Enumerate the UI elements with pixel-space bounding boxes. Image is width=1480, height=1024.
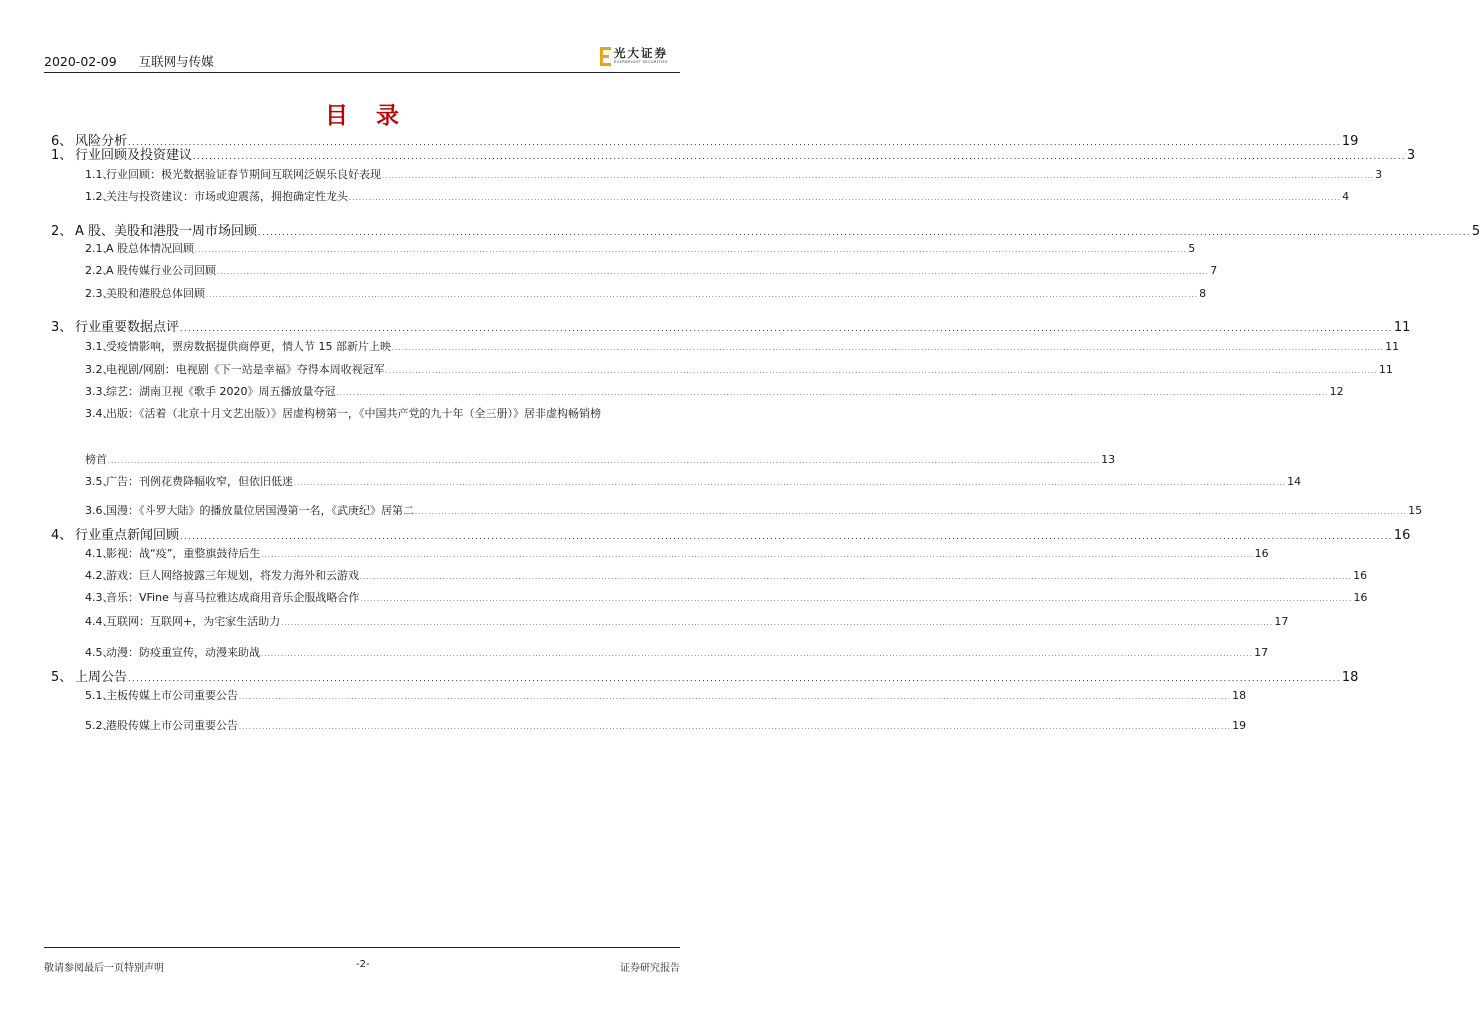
toc-entry-title-cont: 榜首 [85, 453, 107, 466]
page-number: -2- [356, 959, 370, 970]
toc-entry-page: 12 [1329, 385, 1344, 398]
toc-entry-page: 3 [1406, 148, 1416, 163]
toc-entry-page: 5 [1471, 224, 1480, 239]
toc-entry-title: 音乐：VFine 与喜马拉雅达成商用音乐企服战略合作 [106, 591, 360, 604]
dot-leader: ............................................................................................................................................................................................................................................................................................................ [382, 173, 1375, 180]
toc-entry-title: 主板传媒上市公司重要公告 [106, 689, 238, 702]
toc-entry-page: 5 [1188, 242, 1196, 255]
toc-entry[interactable] [44, 338, 1400, 358]
toc-entry-title: A 股传媒行业公司回顾 [106, 264, 217, 277]
toc-entry-title: 影视：战“疫”，重整旗鼓待后生 [106, 547, 261, 560]
dot-leader: ............................................................................................................................................................................................................................................................................................................ [258, 228, 1471, 237]
toc-entry-page: 8 [1199, 287, 1207, 300]
dot-leader: ............................................................................................................................................................................................................................................................................................................ [415, 509, 1408, 516]
toc-entry-title: 互联网：互联网+，为宅家生活助力 [106, 615, 281, 628]
toc-entry-page: 19 [1341, 134, 1359, 149]
toc-entry[interactable] [44, 687, 1247, 707]
dot-leader: ............................................................................................................................................................................................................................................................................................................ [360, 574, 1353, 581]
dot-leader: ............................................................................................................................................................................................................................................................................................................ [261, 552, 1254, 559]
toc-entry[interactable] [44, 262, 1218, 282]
toc-entry-title: A 股、美股和港股一周市场回顾 [75, 224, 258, 239]
toc-entry[interactable] [44, 166, 1383, 186]
toc-entry[interactable] [44, 524, 1411, 544]
logo-name: 光大证券 [614, 46, 668, 60]
toc-entry[interactable] [44, 567, 1368, 587]
toc-title: 目 录 [324, 102, 409, 129]
company-logo [600, 47, 668, 66]
dot-leader: ............................................................................................................................................................................................................................................................................................................ [128, 674, 1341, 683]
toc-entry-title: 港股传媒上市公司重要公告 [106, 719, 238, 732]
toc-entry[interactable] [44, 666, 1359, 686]
toc-entry-number: 6、 [51, 134, 73, 149]
toc-entry-page: 16 [1393, 528, 1411, 543]
toc-entry-number: 3.6、 [85, 504, 114, 517]
toc-entry[interactable] [44, 383, 1344, 403]
dot-leader: ............................................................................................................................................................................................................................................................................................................ [180, 532, 1393, 541]
toc-entry[interactable] [44, 361, 1393, 381]
page-header [44, 52, 214, 70]
toc-entry-title: 行业回顾及投资建议 [75, 148, 193, 163]
dot-leader: ............................................................................................................................................................................................................................................................................................................ [239, 724, 1232, 731]
toc-entry[interactable] [44, 188, 1350, 208]
toc-entry-page: 16 [1353, 569, 1368, 582]
toc-entry-number: 1.1、 [85, 168, 114, 181]
toc-entry-page: 11 [1393, 320, 1411, 335]
dot-leader: ............................................................................................................................................................................................................................................................................................................ [261, 651, 1254, 658]
toc-entry-number: 3、 [51, 320, 73, 335]
logo-mark-icon [600, 47, 611, 66]
toc-entry-title: 行业重要数据点评 [75, 320, 180, 335]
report-date: 2020-02-09 [44, 54, 117, 69]
toc-entry[interactable] [44, 316, 1411, 336]
toc-entry-page: 17 [1254, 646, 1269, 659]
toc-entry[interactable] [44, 545, 1269, 565]
toc-entry-title: 游戏：巨人网络披露三年规划，将发力海外和云游戏 [106, 569, 359, 582]
toc-entry-title: 上周公告 [75, 670, 128, 685]
toc-entry-title: 电视剧/网剧：电视剧《下一站是幸福》夺得本周收视冠军 [106, 363, 385, 376]
toc-entry-number: 2.2、 [85, 264, 114, 277]
toc-entry-number: 4、 [51, 528, 73, 543]
toc-entry-continuation[interactable] [44, 451, 1116, 471]
toc-entry-number: 2.3、 [85, 287, 114, 300]
toc-entry-title: 行业回顾：极光数据验证春节期间互联网泛娱乐良好表现 [106, 168, 381, 181]
dot-leader: ............................................................................................................................................................................................................................................................................................................ [385, 368, 1378, 375]
toc-entry-number: 2.1、 [85, 242, 114, 255]
toc-entry-number: 1、 [51, 148, 73, 163]
toc-entry[interactable] [44, 130, 1359, 150]
dot-leader: ............................................................................................................................................................................................................................................................................................................ [128, 138, 1341, 147]
toc-entry-page: 18 [1341, 670, 1359, 685]
toc-entry-title: 综艺：湖南卫视《歌手 2020》周五播放量夺冠 [106, 385, 336, 398]
footer-disclaimer: 敬请参阅最后一页特别声明 [44, 963, 164, 974]
toc-entry-number: 5、 [51, 670, 73, 685]
toc-entry-title: 行业重点新闻回顾 [75, 528, 180, 543]
toc-entry-number: 1.2、 [85, 190, 114, 203]
toc-entry-page: 13 [1101, 453, 1116, 466]
toc-entry-number: 3.1、 [85, 340, 114, 353]
toc-entry-number: 4.1、 [85, 547, 114, 560]
toc-entry-title: 美股和港股总体回顾 [106, 287, 205, 300]
toc-entry-number: 4.3、 [85, 591, 114, 604]
toc-entry[interactable] [44, 285, 1207, 305]
dot-leader: ............................................................................................................................................................................................................................................................................................................ [180, 324, 1393, 333]
dot-leader: ............................................................................................................................................................................................................................................................................................................ [349, 195, 1342, 202]
toc-entry[interactable] [44, 405, 680, 425]
toc-entry[interactable] [44, 613, 1289, 633]
footer-rule [44, 947, 680, 948]
toc-entry[interactable] [44, 473, 1302, 493]
dot-leader: ............................................................................................................................................................................................................................................................................................................ [336, 390, 1329, 397]
toc-entry-page: 4 [1342, 190, 1350, 203]
dot-leader: ............................................................................................................................................................................................................................................................................................................ [239, 694, 1232, 701]
toc-entry[interactable] [44, 717, 1247, 737]
toc-entry-page: 16 [1254, 547, 1269, 560]
toc-entry[interactable] [44, 220, 1480, 240]
dot-leader: ............................................................................................................................................................................................................................................................................................................ [392, 345, 1385, 352]
toc-entry-title: 受疫情影响，票房数据提供商停更，情人节 15 部新片上映 [106, 340, 391, 353]
toc-entry-title: 广告：刊例花费降幅收窄，但依旧低迷 [106, 475, 293, 488]
toc-entry-page: 19 [1232, 719, 1247, 732]
toc-entry-number: 4.4、 [85, 615, 114, 628]
logo-english: EVERBRIGHT SECURITIES [614, 60, 668, 64]
toc-entry-page: 11 [1385, 340, 1400, 353]
toc-entry-number: 5.1、 [85, 689, 114, 702]
toc-entry-page: 15 [1408, 504, 1423, 517]
toc-entry[interactable] [44, 644, 1269, 664]
toc-entry-title: 出版：《活着（北京十月文艺出版）》居虚构榜第一，《中国共产党的九十年（全三册）》居非虚构畅销榜 [106, 407, 601, 420]
toc-entry-title: 国漫：《斗罗大陆》的播放量位居国漫第一名，《武庚纪》居第二 [106, 504, 414, 517]
toc-entry-title: A 股总体情况回顾 [106, 242, 195, 255]
toc-entry-page: 11 [1378, 363, 1393, 376]
toc-entry[interactable] [44, 502, 1423, 522]
dot-leader: ............................................................................................................................................................................................................................................................................................................ [294, 480, 1287, 487]
toc-entry-page: 18 [1232, 689, 1247, 702]
dot-leader: ............................................................................................................................................................................................................................................................................................................ [108, 458, 1101, 465]
dot-leader: ............................................................................................................................................................................................................................................................................................................ [281, 620, 1274, 627]
toc-entry-page: 17 [1274, 615, 1289, 628]
toc-entry-title: 动漫：防疫重宣传，动漫来助战 [106, 646, 260, 659]
dot-leader: ............................................................................................................................................................................................................................................................................................................ [193, 152, 1406, 161]
dot-leader: ............................................................................................................................................................................................................................................................................................................ [360, 596, 1353, 603]
toc-entry[interactable] [44, 589, 1368, 609]
toc-entry-page: 16 [1353, 591, 1368, 604]
header-rule [44, 72, 680, 73]
toc-entry-page: 7 [1210, 264, 1218, 277]
toc-entry-title: 关注与投资建议：市场或迎震荡，拥抱确定性龙头 [106, 190, 348, 203]
toc-entry[interactable] [44, 240, 1196, 260]
dot-leader: ............................................................................................................................................................................................................................................................................................................ [195, 247, 1188, 254]
toc-entry-number: 4.5、 [85, 646, 114, 659]
toc-entry-page: 3 [1375, 168, 1383, 181]
toc-entry-number: 3.4、 [85, 407, 114, 420]
toc-entry-number: 5.2、 [85, 719, 114, 732]
toc-entry-page: 14 [1287, 475, 1302, 488]
toc-entry-number: 3.3、 [85, 385, 114, 398]
footer-report-type: 证券研究报告 [620, 963, 680, 974]
dot-leader: ............................................................................................................................................................................................................................................................................................................ [217, 269, 1210, 276]
dot-leader: ............................................................................................................................................................................................................................................................................................................ [206, 292, 1199, 299]
toc-entry-number: 3.5、 [85, 475, 114, 488]
toc-entry-title: 风险分析 [75, 134, 128, 149]
toc-entry-number: 3.2、 [85, 363, 114, 376]
toc-entry-number: 2、 [51, 224, 73, 239]
report-topic: 互联网与传媒 [138, 54, 214, 69]
toc-entry-number: 4.2、 [85, 569, 114, 582]
